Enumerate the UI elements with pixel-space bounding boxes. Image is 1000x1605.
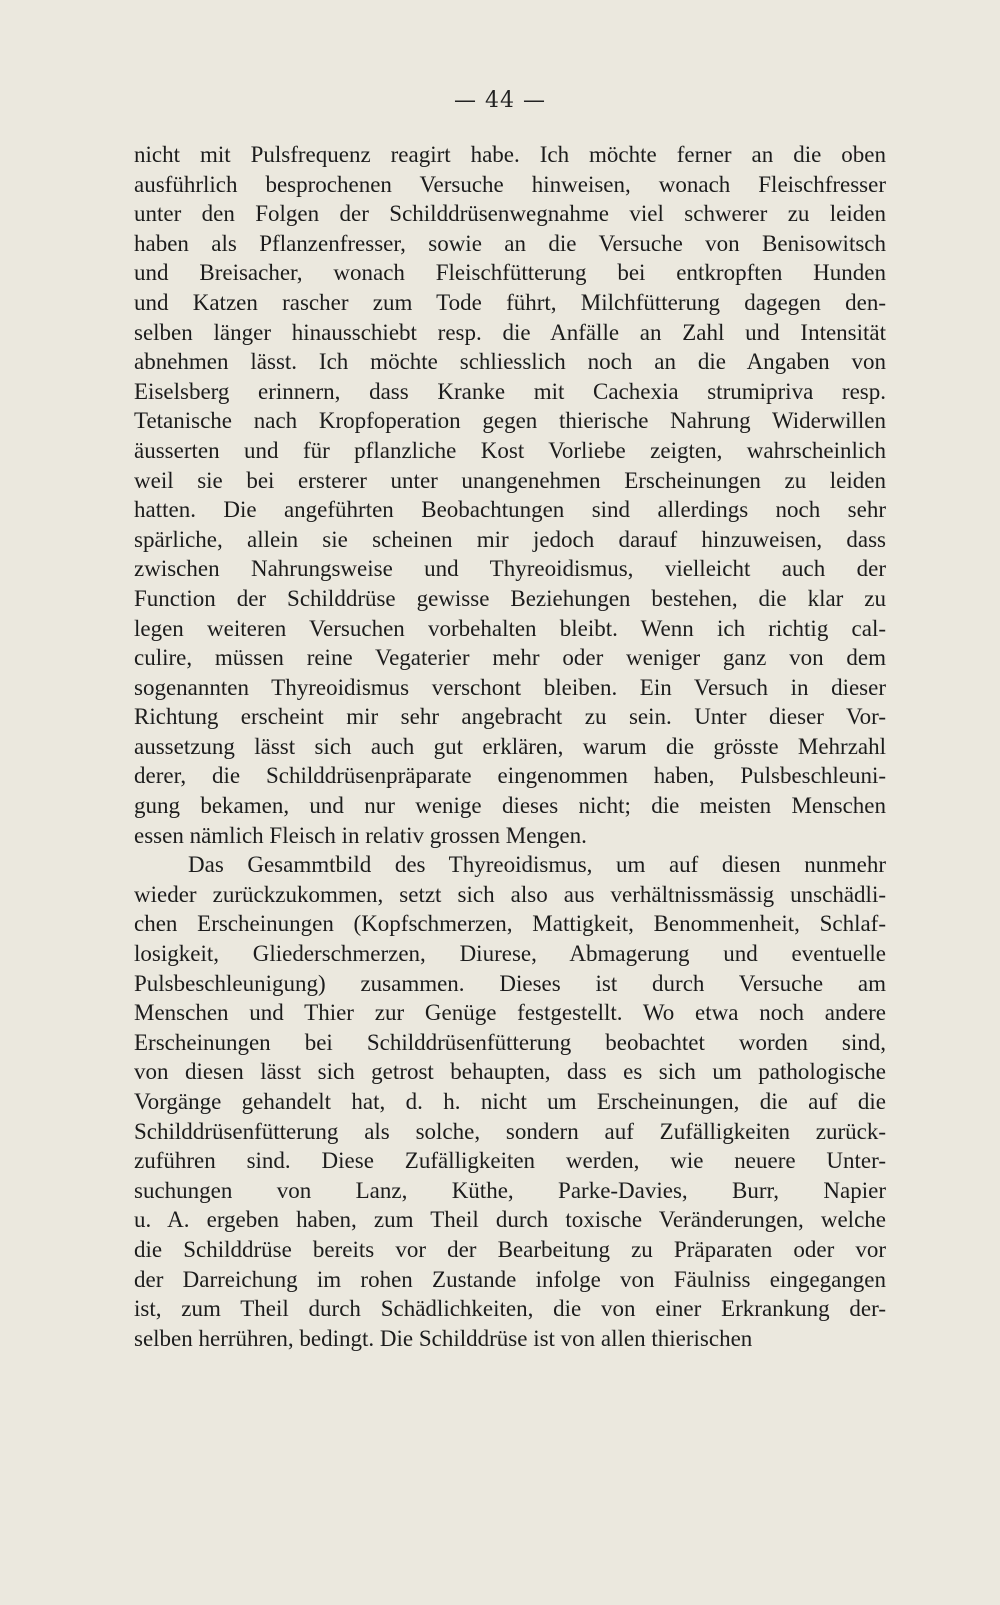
text-line: ausführlich besprochenen Versuche hinweisen, wonach Fleischfresser xyxy=(134,171,886,197)
text-line: unter den Folgen der Schilddrüsenwegnahme viel schwerer zu leiden xyxy=(134,201,886,227)
text-line: wieder zurückzukommen, setzt sich also aus verhältnissmässig unschädli- xyxy=(134,881,886,907)
text-line: Schilddrüsenfütterung als solche, sondern auf Zufälligkeiten zurück- xyxy=(134,1118,886,1144)
text-line: legen weiteren Versuchen vorbehalten bleibt. Wenn ich richtig cal- xyxy=(134,615,886,641)
text-line: sogenannten Thyreoidismus verschont bleiben. Ein Versuch in dieser xyxy=(134,674,886,700)
text-line: losigkeit, Gliederschmerzen, Diurese, Abmagerung und eventuelle xyxy=(134,941,886,967)
text-line: Function der Schilddrüse gewisse Beziehungen bestehen, die klar zu xyxy=(134,585,886,611)
text-line: suchungen von Lanz, Küthe, Parke-Davies, Burr, Napier xyxy=(134,1177,886,1203)
text-line: weil sie bei ersterer unter unangenehmen Erscheinungen zu leiden xyxy=(134,467,886,493)
paragraph xyxy=(134,140,886,850)
text-line: Vorgänge gehandelt hat, d. h. nicht um Erscheinungen, die auf die xyxy=(134,1089,886,1114)
text-line: nicht mit Pulsfrequenz reagirt habe. Ich möchte ferner an die oben xyxy=(134,142,886,167)
text-line: hatten. Die angeführten Beobachtungen sind allerdings noch sehr xyxy=(134,497,886,523)
text-line: von diesen lässt sich getrost behaupten, dass es sich um pathologische xyxy=(134,1059,886,1085)
text-line: ist, zum Theil durch Schädlichkeiten, die von einer Erkrankung der- xyxy=(134,1296,886,1322)
text-line: essen nämlich Fleisch in relativ grossen Mengen. xyxy=(134,822,587,848)
paragraph xyxy=(134,850,886,1353)
text-line: der Darreichung im rohen Zustande infolge von Fäulniss eingegangen xyxy=(134,1266,886,1292)
text-line: selben herrühren, bedingt. Die Schilddrüse ist von allen thierischen xyxy=(134,1325,753,1351)
text-line: äusserten und für pflanzliche Kost Vorliebe zeigten, wahrscheinlich xyxy=(134,437,886,463)
text-line: Richtung erscheint mir sehr angebracht zu sein. Unter dieser Vor- xyxy=(134,704,886,730)
text-line: zwischen Nahrungsweise und Thyreoidismus, vielleicht auch der xyxy=(134,556,886,582)
text-line: culire, müssen reine Vegaterier mehr oder weniger ganz von dem xyxy=(134,645,886,671)
body-text xyxy=(134,140,886,1353)
text-line: die Schilddrüse bereits vor der Bearbeitung zu Präparaten oder vor xyxy=(134,1236,886,1262)
text-line: gung bekamen, und nur wenige dieses nicht; die meisten Menschen xyxy=(134,793,886,819)
text-line: und Breisacher, wonach Fleischfütterung bei entkropften Hunden xyxy=(134,260,886,286)
text-line: aussetzung lässt sich auch gut erklären, warum die grösste Mehrzahl xyxy=(134,733,886,759)
text-line: Das Gesammtbild des Thyreoidismus, um auf diesen nunmehr xyxy=(188,852,886,878)
text-line: derer, die Schilddrüsenpräparate eingenommen haben, Pulsbeschleuni- xyxy=(134,763,886,789)
text-line: chen Erscheinungen (Kopfschmerzen, Mattigkeit, Benommenheit, Schlaf- xyxy=(134,911,886,937)
text-line: haben als Pflanzenfresser, sowie an die Versuche von Benisowitsch xyxy=(134,230,886,256)
text-line: Pulsbeschleunigung) zusammen. Dieses ist durch Versuche am xyxy=(134,970,886,996)
text-line: Tetanische nach Kropfoperation gegen thierische Nahrung Widerwillen xyxy=(134,408,886,434)
text-line: zuführen sind. Diese Zufälligkeiten werden, wie neuere Unter- xyxy=(134,1148,886,1174)
text-line: Menschen und Thier zur Genüge festgestellt. Wo etwa noch andere xyxy=(134,1000,886,1026)
text-line: Erscheinungen bei Schilddrüsenfütterung beobachtet worden sind, xyxy=(134,1029,886,1055)
page-number: — 44 — xyxy=(454,88,546,113)
text-line: spärliche, allein sie scheinen mir jedoch darauf hinzuweisen, dass xyxy=(134,526,886,552)
text-line: abnehmen lässt. Ich möchte schliesslich noch an die Angaben von xyxy=(134,349,886,375)
text-line: u. A. ergeben haben, zum Theil durch toxische Veränderungen, welche xyxy=(134,1207,886,1233)
text-line: Eiselsberg erinnern, dass Kranke mit Cachexia strumipriva resp. xyxy=(134,378,886,404)
text-line: selben länger hinausschiebt resp. die Anfälle an Zahl und Intensität xyxy=(134,319,886,345)
text-line: und Katzen rascher zum Tode führt, Milchfütterung dagegen den- xyxy=(134,289,886,315)
